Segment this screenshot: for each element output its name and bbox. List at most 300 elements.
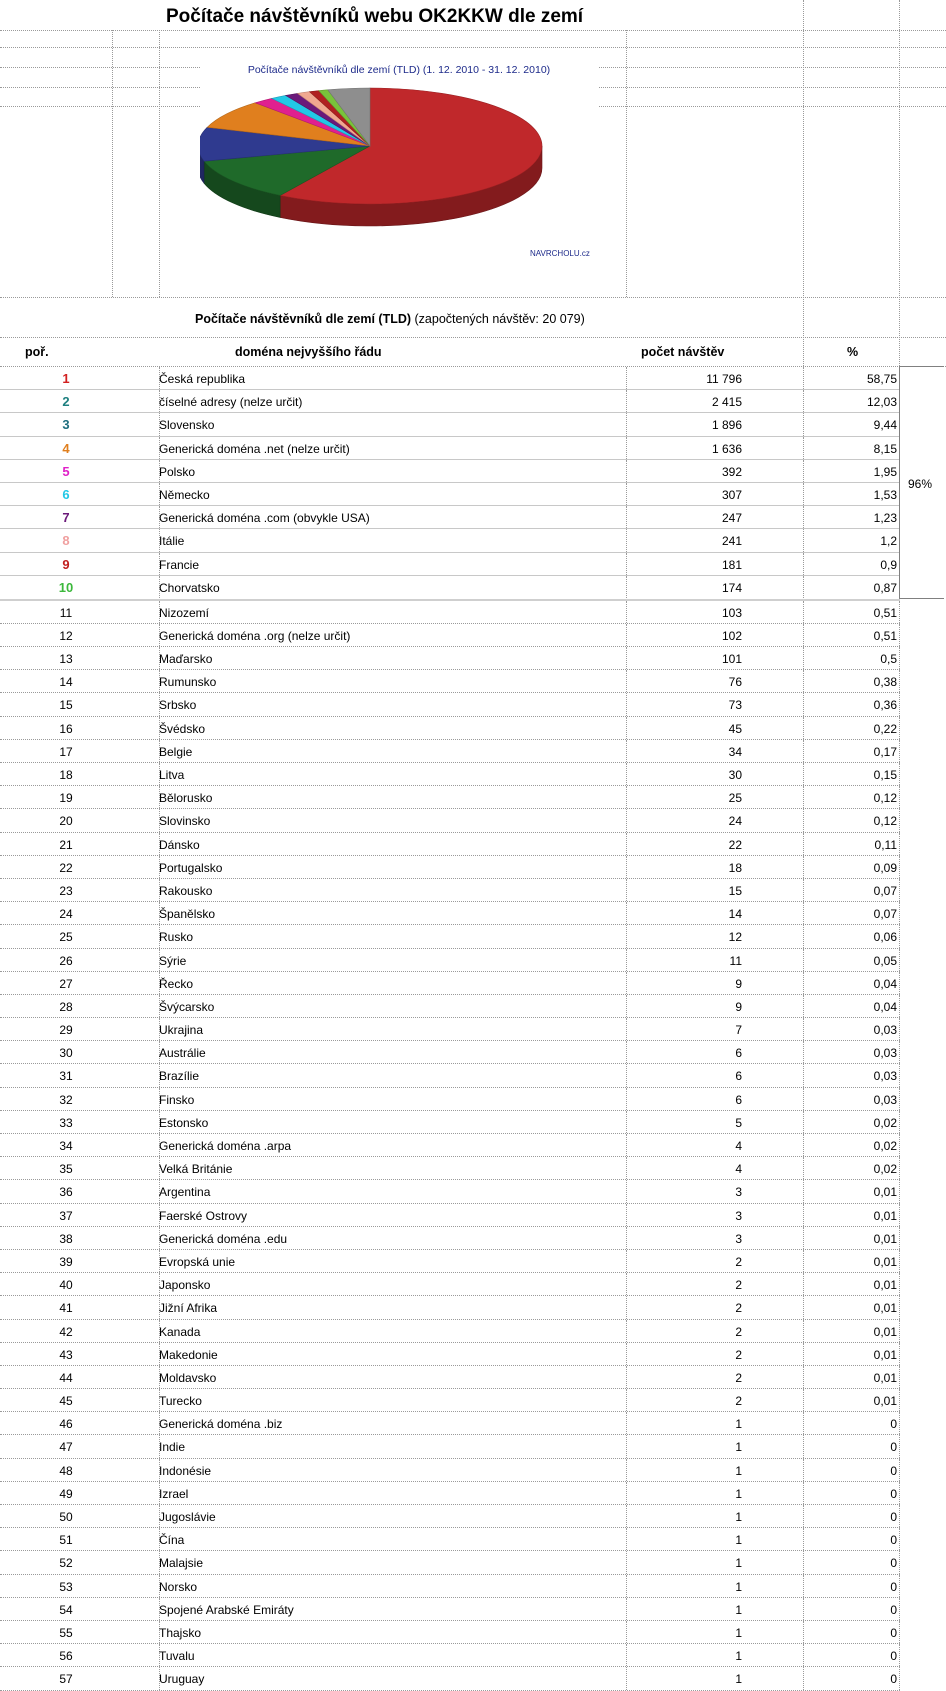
grid-col-line — [899, 1157, 900, 1179]
rank-cell: 20 — [59, 814, 73, 829]
rank-cell: 37 — [59, 1208, 73, 1223]
domain-cell: Itálie — [159, 534, 185, 549]
domain-cell: Česká republika — [159, 372, 246, 386]
grid-col-line — [899, 1134, 900, 1156]
percent-cell: 0,01 — [873, 1347, 897, 1362]
rank-cell: 3 — [62, 417, 70, 433]
rank-cell: 12 — [59, 628, 73, 643]
rank-cell: 56 — [59, 1649, 73, 1664]
grid-col-line — [899, 1667, 900, 1689]
table-row — [0, 1180, 900, 1203]
percent-cell: 1,53 — [873, 487, 897, 502]
percent-cell: 0,5 — [880, 652, 897, 667]
domain-cell: Austrálie — [159, 1046, 206, 1061]
domain-cell: Makedonie — [159, 1347, 218, 1362]
domain-cell: Norsko — [159, 1579, 198, 1594]
grid-col-line — [803, 367, 804, 389]
percent-cell: 0,17 — [873, 744, 897, 759]
visits-cell: 9 — [735, 999, 742, 1014]
rank-cell: 41 — [59, 1301, 73, 1316]
domain-cell: Moldavsko — [159, 1370, 217, 1385]
grid-col-line — [803, 833, 804, 855]
percent-cell: 1,2 — [880, 534, 897, 549]
rank-cell: 4 — [62, 440, 70, 456]
visits-cell: 6 — [735, 1069, 742, 1084]
table-row — [0, 670, 900, 693]
visits-cell: 18 — [728, 860, 742, 875]
grid-col-line — [803, 1157, 804, 1179]
visits-cell: 1 896 — [711, 418, 742, 433]
domain-cell: Japonsko — [159, 1278, 211, 1293]
grid-col-line — [803, 1551, 804, 1573]
rank-cell: 22 — [59, 860, 73, 875]
percent-cell: 0,87 — [873, 580, 897, 595]
grid-col-line — [803, 460, 804, 482]
pie-chart — [200, 60, 598, 264]
table-row — [0, 1598, 900, 1621]
visits-cell: 9 — [735, 976, 742, 991]
rank-cell: 53 — [59, 1579, 73, 1594]
rank-cell: 54 — [59, 1602, 73, 1617]
grid-col-line — [899, 1551, 900, 1573]
domain-cell: Dánsko — [159, 837, 200, 852]
domain-cell: Spojené Arabské Emiráty — [159, 1602, 294, 1617]
rank-cell: 5 — [62, 463, 70, 479]
rank-cell: 26 — [59, 953, 73, 968]
percent-cell: 0,04 — [873, 976, 897, 991]
grid-col-line — [803, 1273, 804, 1295]
grid-col-line — [803, 1528, 804, 1550]
grid-col-line — [803, 1435, 804, 1457]
table-row — [0, 1551, 900, 1574]
grid-col-line — [803, 786, 804, 808]
grid-col-line — [899, 1459, 900, 1481]
table-row — [0, 1575, 900, 1598]
grid-col-line — [803, 437, 804, 459]
grid-col-line — [899, 0, 900, 366]
visits-cell: 7 — [735, 1023, 742, 1038]
grid-col-line — [899, 879, 900, 901]
grid-col-line — [899, 717, 900, 739]
domain-cell: Jugoslávie — [159, 1510, 216, 1524]
grid-col-line — [803, 0, 804, 366]
table-row — [0, 460, 900, 483]
table-row — [0, 995, 900, 1018]
visits-cell: 1 — [735, 1672, 742, 1687]
visits-cell: 1 — [735, 1417, 742, 1432]
grid-col-line — [899, 1041, 900, 1063]
summary-title: Počítače návštěvníků dle zemí (TLD) — [195, 312, 412, 326]
summary-line — [195, 312, 585, 326]
percent-cell: 0,01 — [873, 1231, 897, 1246]
visits-cell: 102 — [721, 628, 742, 643]
visits-cell: 14 — [728, 907, 742, 922]
percent-cell: 0,36 — [873, 698, 897, 713]
percent-cell: 0 — [890, 1672, 897, 1687]
domain-cell: Rakousko — [159, 883, 213, 898]
table-row — [0, 1018, 900, 1041]
pie-chart-svg — [200, 60, 598, 264]
percent-cell: 0,01 — [873, 1370, 897, 1385]
rank-cell: 34 — [59, 1139, 73, 1153]
table-row — [0, 1505, 900, 1528]
percent-cell: 0 — [890, 1579, 897, 1594]
grid-col-line — [899, 1435, 900, 1457]
table-row — [0, 1528, 900, 1551]
domain-cell: číselné adresy (nelze určit) — [159, 395, 303, 410]
percent-cell: 0,12 — [873, 791, 897, 806]
rank-cell: 8 — [62, 533, 70, 549]
domain-cell: Indie — [159, 1440, 186, 1455]
table-row — [0, 856, 900, 879]
grid-col-line — [803, 763, 804, 785]
rank-cell: 6 — [62, 486, 70, 502]
visits-cell: 22 — [728, 837, 742, 852]
grid-col-line — [803, 995, 804, 1017]
grid-col-line — [899, 1320, 900, 1342]
rank-cell: 49 — [59, 1486, 73, 1501]
percent-cell: 0,09 — [873, 860, 897, 875]
table-row — [0, 786, 900, 809]
grid-col-line — [899, 1088, 900, 1110]
rank-cell: 9 — [62, 556, 70, 572]
visits-cell: 4 — [735, 1162, 742, 1177]
percent-cell: 0 — [890, 1602, 897, 1617]
domain-cell: Brazílie — [159, 1069, 200, 1084]
grid-col-line — [803, 693, 804, 715]
rank-cell: 11 — [59, 605, 73, 620]
table-row — [0, 925, 900, 948]
rank-cell: 39 — [59, 1254, 73, 1269]
grid-col-line — [803, 949, 804, 971]
domain-cell: Tuvalu — [159, 1649, 195, 1664]
grid-col-line — [803, 856, 804, 878]
domain-cell: Německo — [159, 487, 210, 502]
domain-cell: Rusko — [159, 930, 194, 945]
percent-cell: 8,15 — [873, 441, 897, 456]
visits-cell: 1 — [735, 1649, 742, 1664]
table-row — [0, 740, 900, 763]
rank-cell: 50 — [59, 1510, 73, 1524]
grid-col-line — [899, 902, 900, 924]
percent-cell: 0,02 — [873, 1139, 897, 1153]
rank-cell: 19 — [59, 791, 73, 806]
percent-cell: 0,12 — [873, 814, 897, 829]
table-row — [0, 390, 900, 413]
top10-separator — [0, 599, 900, 601]
visits-cell: 2 — [735, 1301, 742, 1316]
visits-cell: 11 796 — [706, 372, 742, 386]
grid-col-line — [899, 740, 900, 762]
grid-row-line — [0, 47, 946, 48]
header-domain: doména nejvyššího řádu — [235, 345, 382, 359]
visits-cell: 2 — [735, 1347, 742, 1362]
visits-cell: 2 415 — [711, 395, 742, 410]
domain-cell: Uruguay — [159, 1672, 205, 1687]
percent-cell: 0,03 — [873, 1023, 897, 1038]
table-row — [0, 902, 900, 925]
table-row — [0, 949, 900, 972]
table-row — [0, 833, 900, 856]
grid-col-line — [803, 1227, 804, 1249]
percent-cell: 0 — [890, 1417, 897, 1432]
grid-col-line — [803, 576, 804, 600]
domain-cell: Švédsko — [159, 721, 206, 736]
grid-col-line — [899, 925, 900, 947]
table-row — [0, 1412, 900, 1435]
rank-cell: 42 — [59, 1324, 73, 1339]
grid-col-line — [803, 670, 804, 692]
visits-cell: 2 — [735, 1394, 742, 1409]
chart-credit: NAVRCHOLU.cz — [530, 249, 590, 258]
visits-cell: 1 — [735, 1440, 742, 1455]
grid-row-line — [0, 337, 946, 338]
grid-col-line — [112, 30, 113, 297]
grid-col-line — [803, 1621, 804, 1643]
grid-col-line — [899, 601, 900, 623]
domain-cell: Litva — [159, 768, 185, 782]
visits-cell: 241 — [721, 534, 742, 549]
percent-cell: 0,03 — [873, 1092, 897, 1107]
visits-cell: 307 — [721, 487, 742, 502]
visits-cell: 3 — [735, 1208, 742, 1223]
grid-col-line — [803, 413, 804, 435]
header-visits: počet návštěv — [641, 345, 725, 359]
table-row — [0, 437, 900, 460]
table-row — [0, 972, 900, 995]
domain-cell: Faerské Ostrovy — [159, 1208, 248, 1223]
domain-cell: Čína — [159, 1533, 185, 1548]
grid-col-line — [899, 809, 900, 831]
grid-col-line — [899, 1389, 900, 1411]
domain-cell: Švýcarsko — [159, 999, 215, 1014]
table-row — [0, 693, 900, 716]
table-row — [0, 1041, 900, 1064]
grid-col-line — [899, 856, 900, 878]
table-row — [0, 624, 900, 647]
percent-cell: 0,22 — [873, 721, 897, 736]
visits-cell: 15 — [728, 883, 742, 898]
percent-cell: 0,05 — [873, 953, 897, 968]
table-row — [0, 413, 900, 436]
rank-cell: 40 — [59, 1278, 73, 1293]
table-row — [0, 1366, 900, 1389]
percent-cell: 1,23 — [873, 511, 897, 526]
table-row — [0, 1667, 900, 1690]
domain-cell: Ukrajina — [159, 1023, 204, 1038]
table-row — [0, 1157, 900, 1180]
table-row — [0, 809, 900, 832]
domain-cell: Slovinsko — [159, 814, 211, 829]
domain-cell: Jižní Afrika — [159, 1301, 218, 1316]
grid-col-line — [803, 1204, 804, 1226]
grid-col-line — [899, 1204, 900, 1226]
domain-cell: Portugalsko — [159, 860, 223, 875]
percent-cell: 0,01 — [873, 1324, 897, 1339]
grid-col-line — [803, 1343, 804, 1365]
visits-cell: 1 — [735, 1510, 742, 1524]
grid-col-line — [899, 1621, 900, 1643]
grid-col-line — [899, 995, 900, 1017]
visits-cell: 1 — [735, 1486, 742, 1501]
grid-col-line — [899, 693, 900, 715]
grid-col-line — [803, 1667, 804, 1689]
rank-cell: 25 — [59, 930, 73, 945]
grid-col-line — [159, 30, 160, 297]
visits-cell: 2 — [735, 1370, 742, 1385]
visits-cell: 45 — [728, 721, 742, 736]
rank-cell: 23 — [59, 883, 73, 898]
domain-cell: Generická doména .net (nelze určit) — [159, 441, 350, 456]
page-title: Počítače návštěvníků webu OK2KKW dle zemí — [166, 6, 584, 27]
domain-cell: Kanada — [159, 1324, 201, 1339]
percent-cell: 0,15 — [873, 768, 897, 782]
header-percent: % — [847, 345, 859, 359]
grid-col-line — [803, 506, 804, 528]
percent-cell: 0,02 — [873, 1162, 897, 1177]
percent-cell: 0,01 — [873, 1278, 897, 1293]
domain-cell: Rumunsko — [159, 675, 217, 690]
visits-cell: 73 — [728, 698, 742, 713]
visits-cell: 174 — [721, 580, 742, 595]
data-table — [0, 367, 900, 1691]
visits-cell: 12 — [728, 930, 742, 945]
grid-col-line — [899, 833, 900, 855]
visits-cell: 1 — [735, 1579, 742, 1594]
grid-col-line — [803, 1180, 804, 1202]
domain-cell: Generická doména .com (obvykle USA) — [159, 511, 370, 526]
visits-cell: 4 — [735, 1139, 742, 1153]
rank-cell: 17 — [59, 744, 73, 759]
rank-cell: 13 — [59, 652, 73, 667]
grid-col-line — [803, 1412, 804, 1434]
grid-col-line — [899, 647, 900, 669]
grid-row-line — [0, 297, 946, 298]
grid-col-line — [899, 1180, 900, 1202]
visits-cell: 1 — [735, 1625, 742, 1640]
domain-cell: Maďarsko — [159, 652, 213, 667]
rank-cell: 44 — [59, 1370, 73, 1385]
grid-col-line — [626, 30, 627, 297]
top10-total: 96% — [908, 477, 933, 491]
rank-cell: 14 — [59, 675, 73, 690]
percent-cell: 0 — [890, 1486, 897, 1501]
percent-cell: 0 — [890, 1556, 897, 1571]
rank-cell: 30 — [59, 1046, 73, 1061]
domain-cell: Chorvatsko — [159, 580, 220, 595]
grid-col-line — [899, 1227, 900, 1249]
grid-col-line — [803, 1064, 804, 1086]
percent-cell: 0,03 — [873, 1069, 897, 1084]
grid-row-line — [0, 30, 946, 31]
grid-col-line — [803, 902, 804, 924]
domain-cell: Španělsko — [159, 907, 216, 922]
domain-cell: Generická doména .biz — [159, 1417, 283, 1432]
table-row — [0, 1621, 900, 1644]
rank-cell: 27 — [59, 976, 73, 991]
domain-cell: Belgie — [159, 744, 193, 759]
visits-cell: 30 — [728, 768, 742, 782]
grid-col-line — [803, 601, 804, 623]
visits-cell: 6 — [735, 1046, 742, 1061]
rank-cell: 24 — [59, 907, 73, 922]
table-row — [0, 1134, 900, 1157]
grid-col-line — [803, 1088, 804, 1110]
percent-cell: 0 — [890, 1440, 897, 1455]
rank-cell: 1 — [62, 371, 70, 386]
visits-cell: 1 — [735, 1556, 742, 1571]
visits-cell: 3 — [735, 1231, 742, 1246]
rank-cell: 16 — [59, 721, 73, 736]
grid-col-line — [803, 1505, 804, 1527]
percent-cell: 0,04 — [873, 999, 897, 1014]
percent-cell: 0 — [890, 1463, 897, 1478]
grid-col-line — [899, 1018, 900, 1040]
grid-col-line — [899, 763, 900, 785]
grid-col-line — [803, 1320, 804, 1342]
grid-col-line — [803, 1598, 804, 1620]
table-row — [0, 1459, 900, 1482]
rank-cell: 52 — [59, 1556, 73, 1571]
visits-cell: 25 — [728, 791, 742, 806]
rank-cell: 47 — [59, 1440, 73, 1455]
table-row — [0, 529, 900, 552]
percent-cell: 0,51 — [873, 605, 897, 620]
table-row — [0, 763, 900, 786]
visits-cell: 2 — [735, 1278, 742, 1293]
rank-cell: 28 — [59, 999, 73, 1014]
percent-cell: 0,07 — [873, 907, 897, 922]
grid-col-line — [803, 1018, 804, 1040]
table-row — [0, 601, 900, 624]
percent-cell: 0,9 — [880, 557, 897, 572]
domain-cell: Finsko — [159, 1092, 195, 1107]
rank-cell: 43 — [59, 1347, 73, 1362]
table-row — [0, 1435, 900, 1458]
rank-cell: 33 — [59, 1115, 73, 1130]
grid-col-line — [899, 1366, 900, 1388]
visits-cell: 103 — [721, 605, 742, 620]
table-row — [0, 367, 900, 390]
summary-count: (započtených návštěv: 20 079) — [411, 312, 585, 326]
grid-col-line — [803, 1296, 804, 1318]
domain-cell: Indonésie — [159, 1463, 212, 1478]
rank-cell: 36 — [59, 1185, 73, 1200]
rank-cell: 38 — [59, 1231, 73, 1246]
rank-cell: 46 — [59, 1417, 73, 1432]
rank-cell: 21 — [59, 837, 73, 852]
grid-col-line — [803, 1041, 804, 1063]
domain-cell: Bělorusko — [159, 791, 213, 806]
table-row — [0, 1204, 900, 1227]
percent-cell: 0,01 — [873, 1185, 897, 1200]
visits-cell: 5 — [735, 1115, 742, 1130]
domain-cell: Thajsko — [159, 1625, 202, 1640]
grid-col-line — [899, 1412, 900, 1434]
percent-cell: 0 — [890, 1533, 897, 1548]
table-row — [0, 506, 900, 529]
grid-col-line — [899, 1528, 900, 1550]
table-row — [0, 1482, 900, 1505]
table-row — [0, 1064, 900, 1087]
visits-cell: 181 — [721, 557, 742, 572]
table-row — [0, 1389, 900, 1412]
percent-cell: 0,07 — [873, 883, 897, 898]
grid-col-line — [899, 1598, 900, 1620]
visits-cell: 11 — [729, 953, 742, 968]
rank-cell: 10 — [58, 579, 74, 595]
grid-col-line — [899, 1064, 900, 1086]
